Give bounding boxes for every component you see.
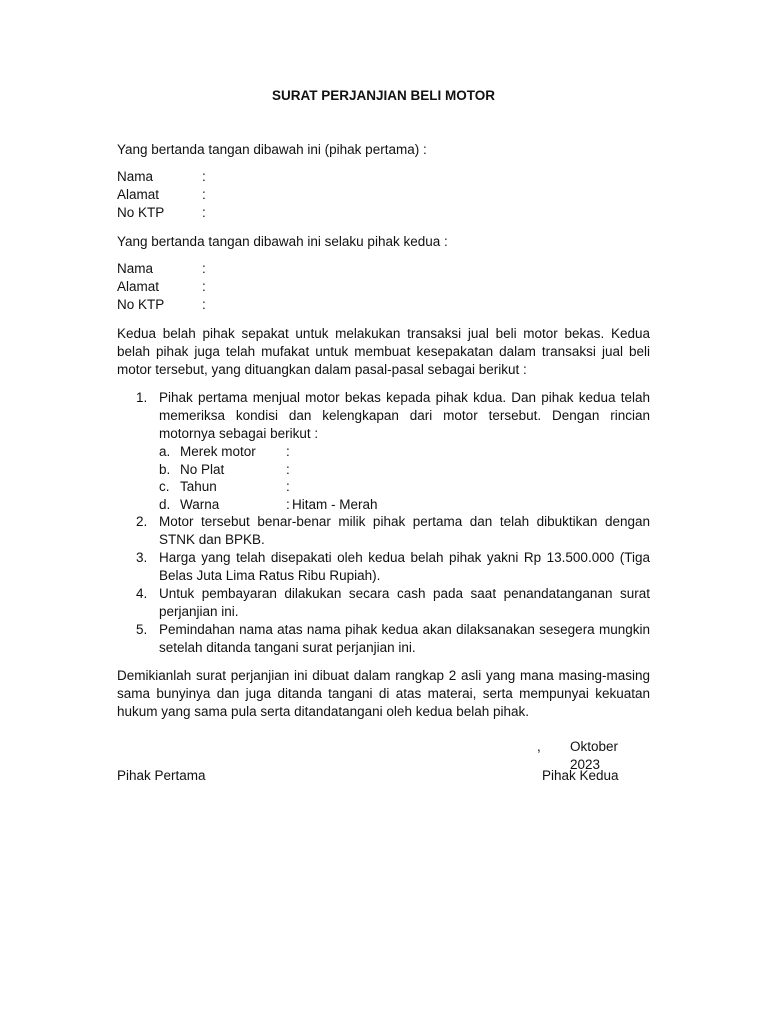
field-separator: : [202, 187, 206, 202]
field-separator: : [202, 205, 206, 220]
signature-first-party: Pihak Pertama [117, 768, 206, 783]
field-label: No KTP [117, 205, 165, 220]
field-separator: : [202, 261, 206, 276]
sub-marker: d. [159, 496, 171, 512]
sub-marker: c. [159, 479, 170, 494]
sub-label: No Plat [180, 461, 225, 477]
clause-number: 4. [136, 586, 148, 601]
clause-item [117, 513, 650, 549]
party2-ktp-field [117, 296, 650, 314]
signature-second-party: Pihak Kedua [542, 768, 619, 783]
sub-label: Warna [180, 496, 220, 512]
clause-item [117, 621, 650, 657]
field-separator: : [202, 169, 206, 184]
party1-fields [117, 168, 650, 222]
sub-marker: b. [159, 461, 171, 477]
sub-separator: : [286, 496, 290, 512]
clause-number: 5. [136, 622, 148, 637]
letter-title: SURAT PERJANJIAN BELI MOTOR [271, 88, 496, 103]
motor-plate-field [159, 461, 650, 479]
field-label: Alamat [117, 279, 160, 294]
sub-separator: : [286, 461, 290, 477]
date-line [537, 738, 650, 772]
sub-separator: : [286, 479, 290, 494]
party1-ktp-field [117, 204, 650, 222]
party2-address-field [117, 278, 650, 296]
party1-intro: Yang bertanda tangan dibawah ini (pihak pertama) : [117, 142, 427, 157]
sub-label: Merek motor [180, 444, 256, 459]
field-separator: : [202, 279, 206, 294]
date-comma: , [537, 739, 541, 754]
clause-number: 1. [136, 390, 148, 405]
party1-address-field [117, 186, 650, 204]
closing-paragraph: Demikianlah surat perjanjian ini dibuat dalam rangkap 2 asli yang mana masing-masing sama bunyinya dan juga ditanda tangani di atas materai, serta mempunyai kekuatan hukum yang sama pula serta ditandatangani oleh kedua belah pihak. [117, 668, 650, 719]
clause-number: 3. [136, 550, 148, 565]
field-separator: : [202, 297, 206, 312]
clause-item [117, 549, 650, 585]
sub-marker: a. [159, 444, 171, 459]
clause-number: 2. [136, 514, 148, 529]
party1-name-field [117, 168, 650, 186]
clause-text: Pemindahan nama atas nama pihak kedua akan dilaksanakan sesegera mungkin setelah ditanda tangani surat perjanjian ini. [159, 622, 650, 655]
clause-item [117, 585, 650, 621]
agreement-intro: Kedua belah pihak sepakat untuk melakukan transaksi jual beli motor bekas. Kedua belah pihak juga telah mufakat untuk membuat kesepakatan dalam transaksi jual beli motor tersebut, yang dituangkan dalam pasal-pasal sebagai berikut : [117, 326, 650, 377]
letter-page [117, 86, 650, 783]
clause-text: Motor tersebut benar-benar milik pihak pertama dan telah dibuktikan dengan STNK dan BPKB. [159, 514, 650, 547]
date-month-year: Oktober 2023 [570, 739, 619, 772]
sub-value: Hitam - Merah [292, 496, 378, 512]
party2-fields [117, 260, 650, 314]
clause-item [117, 389, 650, 513]
party2-name-field [117, 260, 650, 278]
party2-intro: Yang bertanda tangan dibawah ini selaku pihak kedua : [117, 234, 448, 249]
motor-color-field [159, 496, 650, 514]
clause-text: Untuk pembayaran dilakukan secara cash pada saat penandatanganan surat perjanjian ini. [159, 586, 650, 619]
field-label: Nama [117, 261, 154, 276]
field-label: No KTP [117, 297, 165, 312]
clause-text: Pihak pertama menjual motor bekas kepada pihak kdua. Dan pihak kedua telah memeriksa kondisi dan kelengkapan dari motor tersebut. Dengan rincian motornya sebagai berikut : [159, 390, 650, 441]
signature-row [117, 767, 650, 785]
clause-text: Harga yang telah disepakati oleh kedua belah pihak yakni Rp 13.500.000 (Tiga Belas Juta Lima Ratus Ribu Rupiah). [159, 550, 650, 583]
field-label: Alamat [117, 187, 160, 202]
sub-separator: : [286, 444, 290, 459]
sub-label: Tahun [180, 479, 217, 494]
motor-year-field [159, 478, 650, 496]
motor-details-list [159, 443, 650, 513]
clause-list [117, 389, 650, 657]
field-label: Nama [117, 169, 154, 184]
motor-brand-field [159, 443, 650, 461]
